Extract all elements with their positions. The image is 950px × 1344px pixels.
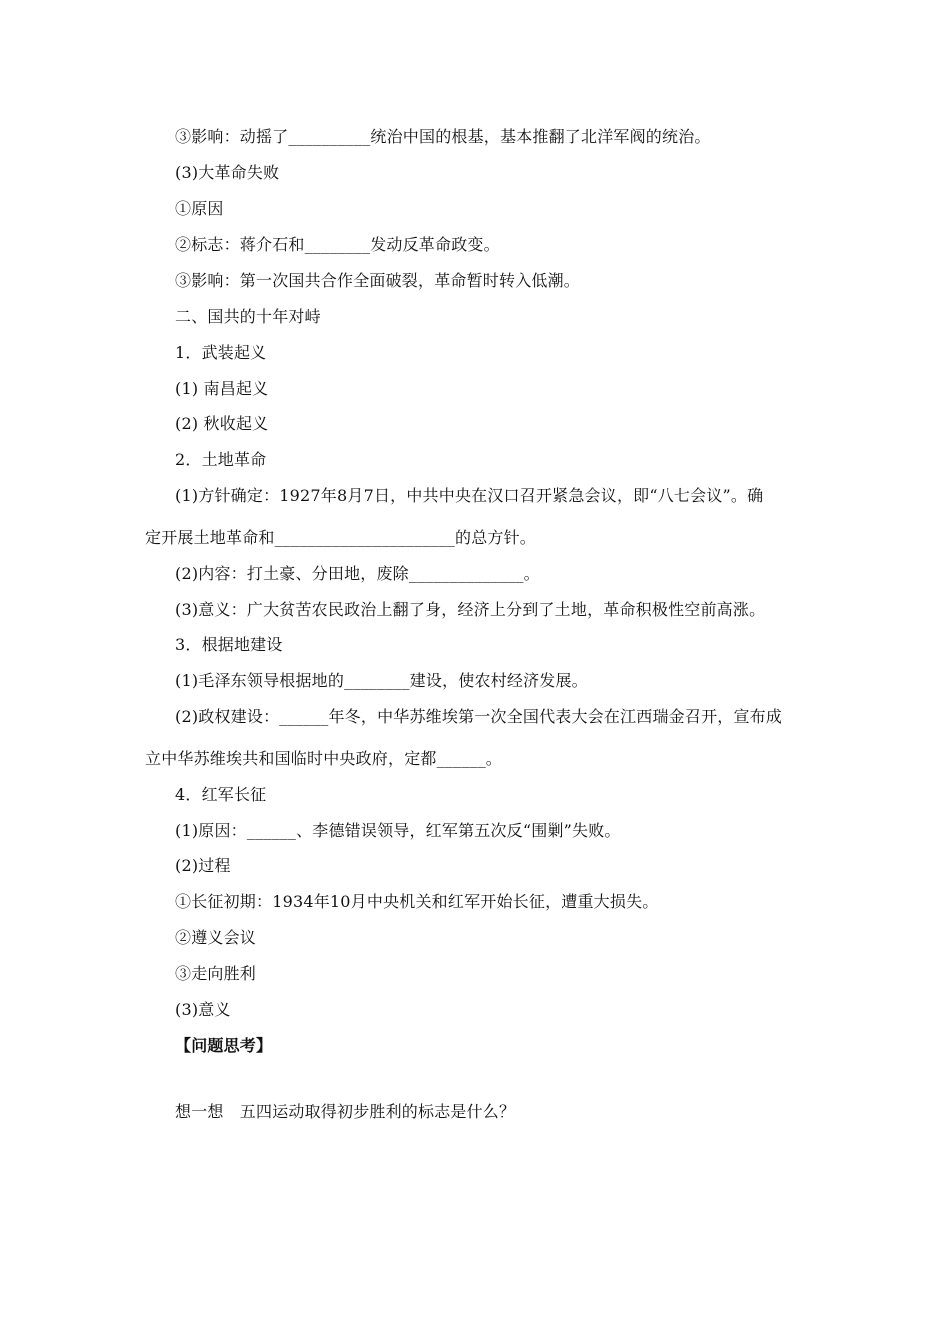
text-line: 立中华苏维埃共和国临时中央政府，定都______。 <box>145 749 503 768</box>
text-line: (3)意义：广大贫苦农民政治上翻了身，经济上分到了土地，革命积极性空前高涨。 <box>175 600 766 619</box>
text-line: (2)内容：打土豪、分田地，废除______________。 <box>175 564 540 583</box>
section-heading: 二、国共的十年对峙 <box>175 307 321 326</box>
subsection-heading: 1．武装起义 <box>175 343 267 362</box>
question-line: 想一想 五四运动取得初步胜利的标志是什么？ <box>175 1102 516 1121</box>
subsection-heading: 2．土地革命 <box>175 450 267 469</box>
text-line: ③影响：动摇了__________统治中国的根基，基本推翻了北洋军阀的统治。 <box>175 127 711 146</box>
text-line: 定开展土地革命和______________________的总方针。 <box>145 528 537 547</box>
text-line: (2)政权建设：______年冬，中华苏维埃第一次全国代表大会在江西瑞金召开，宣布成 <box>175 707 783 726</box>
text-line: ③影响：第一次国共合作全面破裂，革命暂时转入低潮。 <box>175 271 581 290</box>
text-line: (2) 秋收起义 <box>175 414 269 433</box>
section-label: 【问题思考】 <box>175 1036 273 1055</box>
text-line: ①长征初期：1934年10月中央机关和红军开始长征，遭重大损失。 <box>175 892 659 911</box>
subsection-heading: 3．根据地建设 <box>175 635 283 654</box>
text-line: ②标志：蒋介石和________发动反革命政变。 <box>175 235 500 254</box>
text-line: (3)大革命失败 <box>175 163 280 182</box>
text-line: (1)方针确定：1927年8月7日，中共中央在汉口召开紧急会议，即“八七会议”。确 <box>175 486 764 505</box>
subsection-heading: 4．红军长征 <box>175 785 267 804</box>
text-line: (1)毛泽东领导根据地的________建设，使农村经济发展。 <box>175 671 588 690</box>
text-line: (2)过程 <box>175 856 231 875</box>
text-line: (1)原因：______、李德错误领导，红军第五次反“围剿”失败。 <box>175 821 621 840</box>
text-line: (3)意义 <box>175 1000 231 1019</box>
text-line: ③走向胜利 <box>175 964 257 983</box>
text-line: ②遵义会议 <box>175 928 257 947</box>
text-line: (1) 南昌起义 <box>175 379 269 398</box>
text-line: ①原因 <box>175 199 224 218</box>
